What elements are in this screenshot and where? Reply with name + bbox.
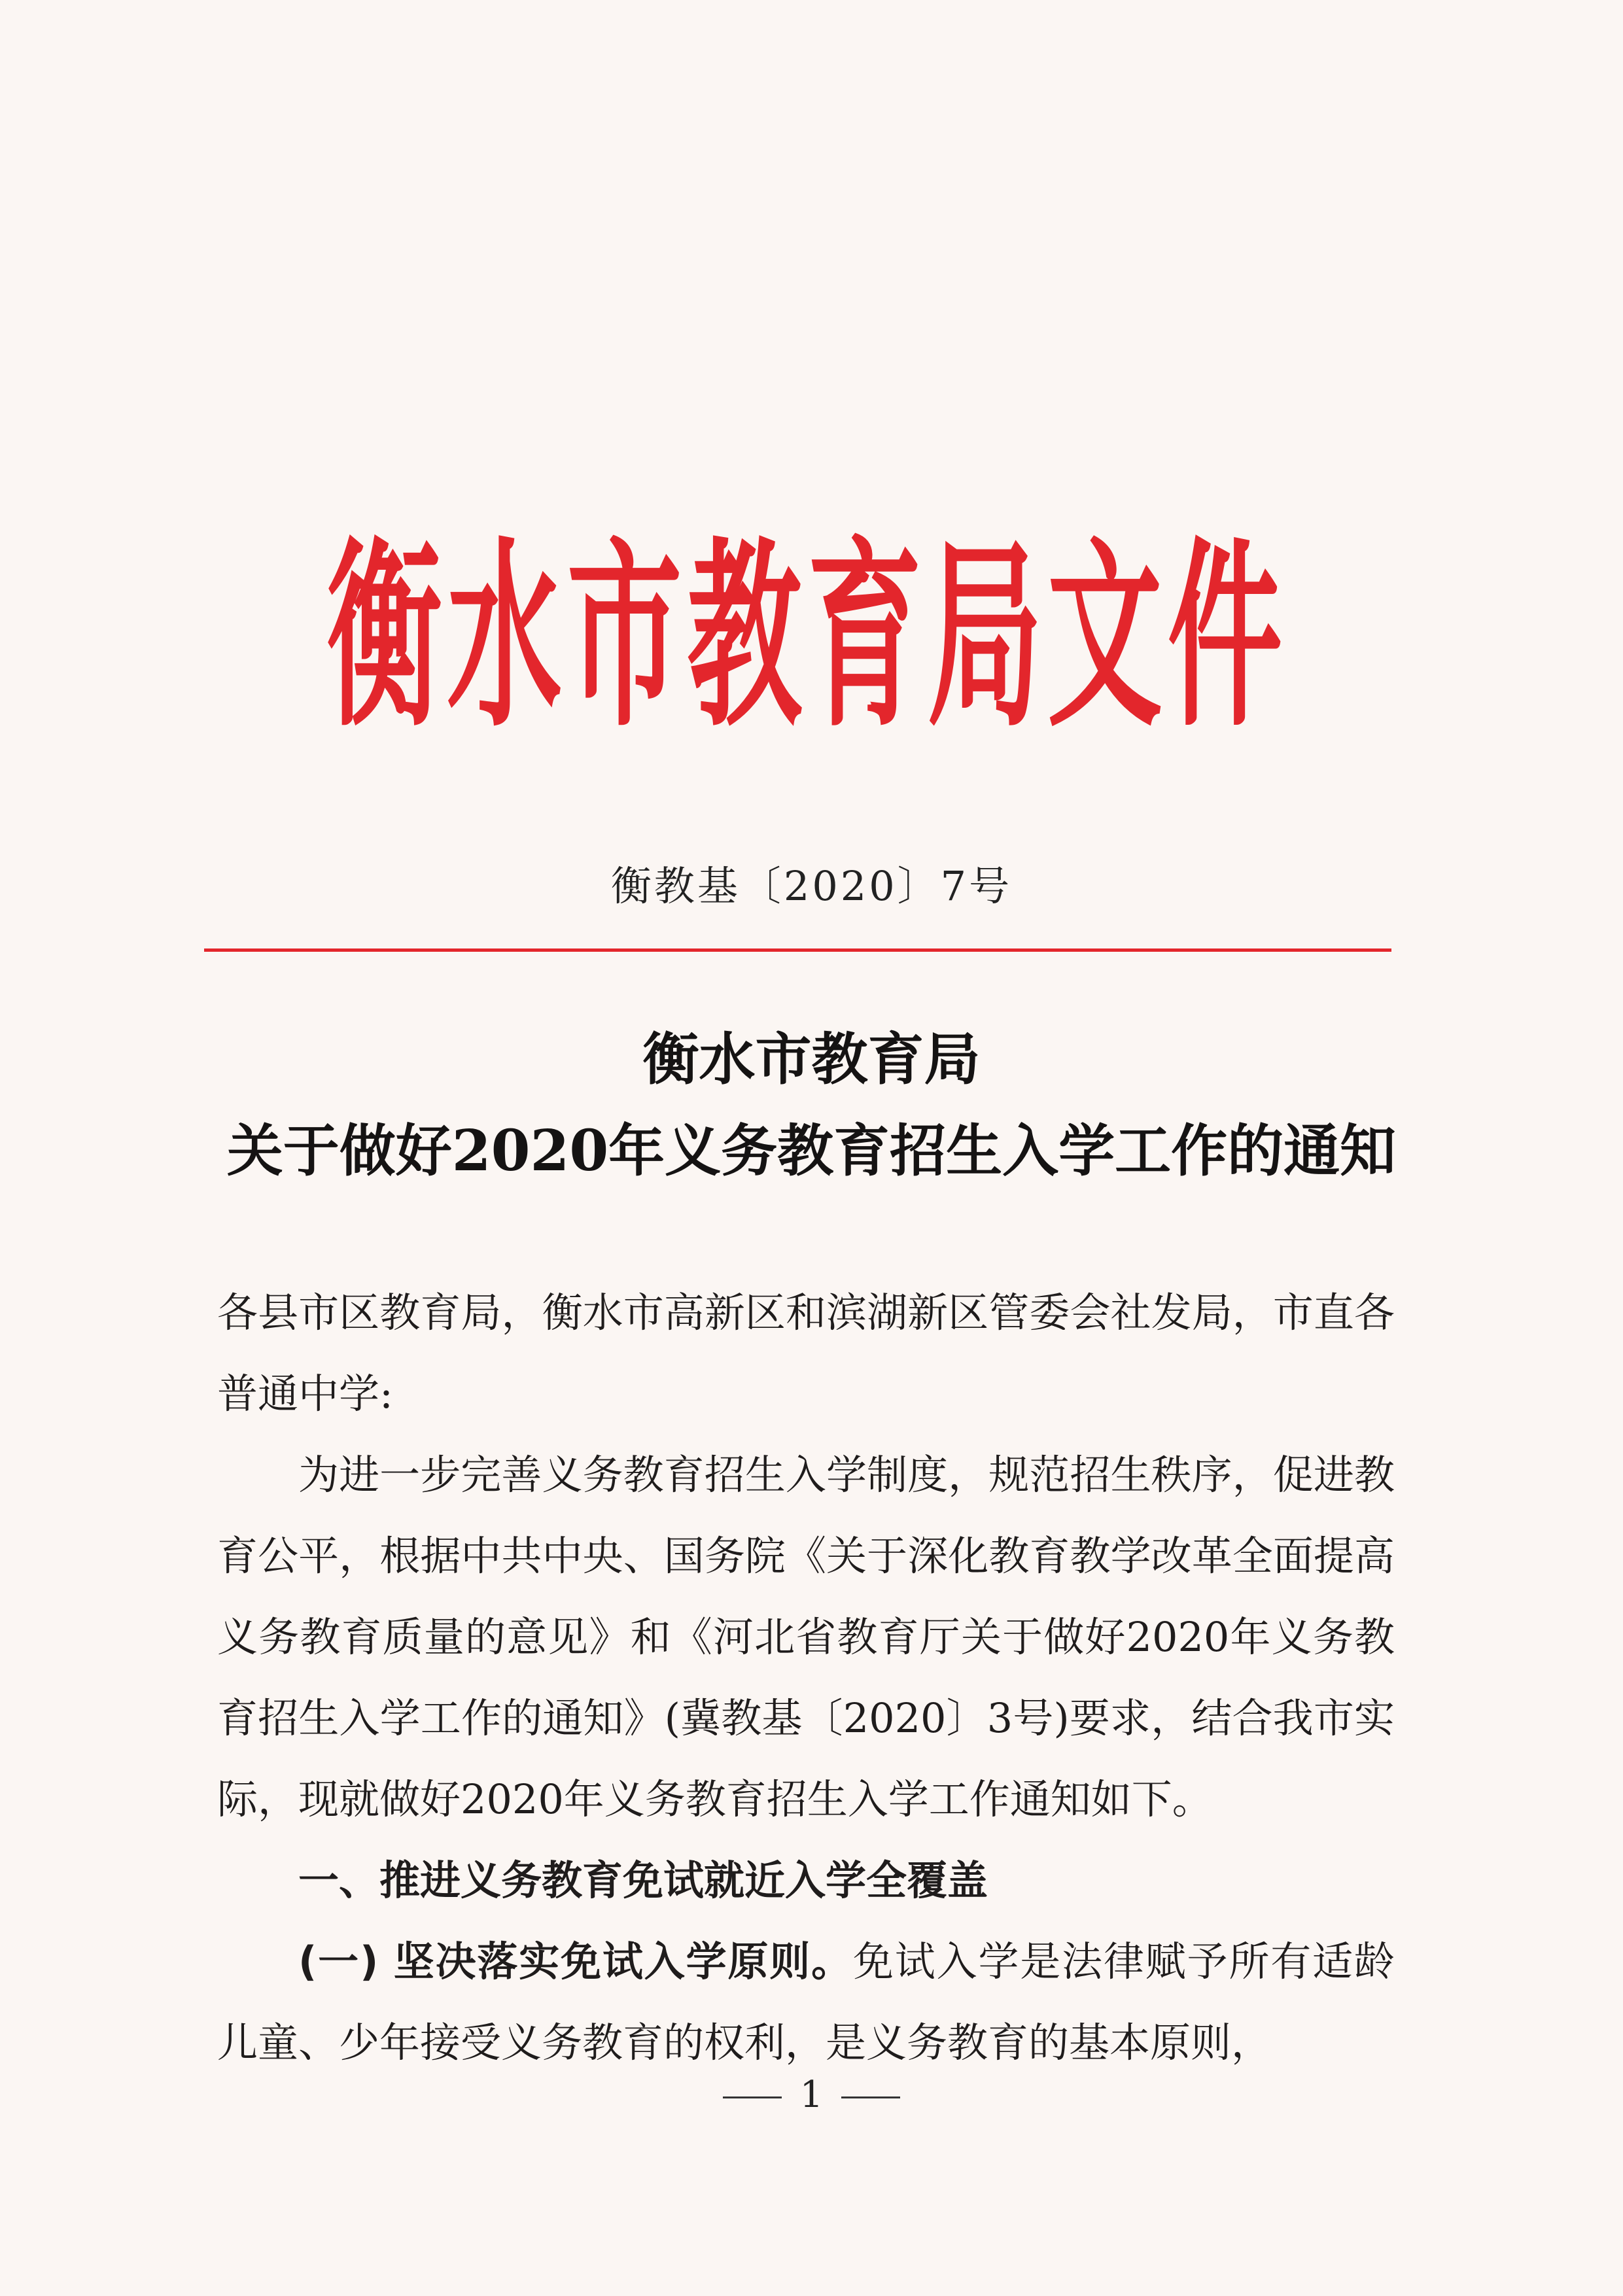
page-number-dash-right <box>841 2096 900 2098</box>
subsection-text-1: 免试入学是法律赋予所有适龄儿童、少年接受义务教育的权利，是义务教育的基本原则， <box>217 1938 1395 2066</box>
masthead-char: 教 <box>687 521 802 754</box>
recipients-paragraph: 各县市区教育局，衡水市高新区和滨湖新区管委会社发局，市直各普通中学: <box>217 1289 1395 1418</box>
masthead-char: 局 <box>927 521 1042 754</box>
masthead-title <box>327 521 1282 754</box>
page-number-footer <box>0 2074 1623 2116</box>
masthead-char: 衡 <box>327 521 442 754</box>
masthead-char: 文 <box>1047 521 1162 754</box>
page-number-dash-left <box>723 2096 782 2098</box>
document-title-subject: 关于做好2020年义务教育招生入学工作的通知 <box>226 1118 1397 1184</box>
document-number: 衡教基〔2020〕7号 <box>610 862 1013 910</box>
subsection-label-1: (一) 坚决落实免试入学原则。 <box>298 1938 853 1985</box>
masthead-char: 水 <box>447 521 562 754</box>
intro-paragraph: 为进一步完善义务教育招生入学制度，规范招生秩序，促进教育公平，根据中共中央、国务院《关于深化教育教学改革全面提高义务教育质量的意见》和《河北省教育厅关于做好2020年义务教育招生入学工作的通知》(冀教基〔2020〕3号)要求，结合我市实际，现就做好2020年义务教育招生入学工作通知如下。 <box>217 1451 1395 1823</box>
masthead-char: 育 <box>807 521 922 754</box>
section-heading-1: 一、推进义务教育免试就近入学全覆盖 <box>298 1856 988 1904</box>
document-body <box>217 1272 1395 2083</box>
masthead-char: 市 <box>567 521 682 754</box>
masthead-char: 件 <box>1167 521 1282 754</box>
red-divider-line <box>204 948 1391 952</box>
document-title-issuer: 衡水市教育局 <box>642 1026 981 1092</box>
subsection-paragraph-1 <box>217 1921 1395 2083</box>
page-number: 1 <box>799 2074 824 2116</box>
